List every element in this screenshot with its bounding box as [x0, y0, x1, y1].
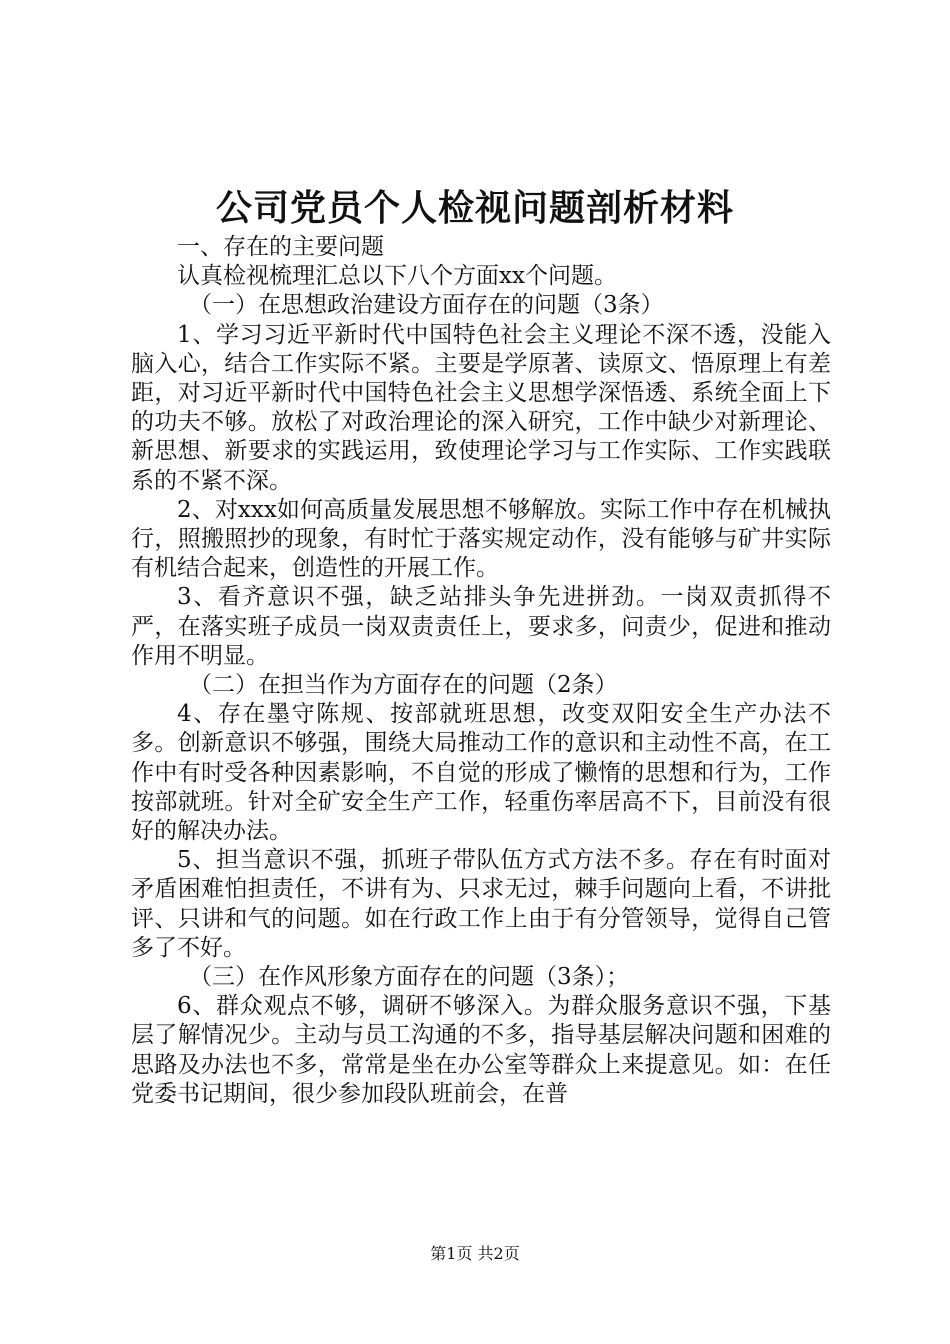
paragraph: 5、担当意识不强，抓班子带队伍方式方法不多。存在有时面对矛盾困难怕担责任，不讲有为、只求无过，棘手问题向上看，不讲批评、只讲和气的问题。如在行政工作上由于有分管领导，觉得自己管多了不好。: [131, 847, 831, 961]
paragraph: 4、存在墨守陈规、按部就班思想，改变双阳安全生产办法不多。创新意识不够强，围绕大局推动工作的意识和主动性不高，在工作中有时受各种因素影响，不自觉的形成了懒惰的思想和行为，工作按部就班。针对全矿安全生产工作，轻重伤率居高不下，目前没有很好的解决办法。: [131, 701, 831, 845]
subsection-heading: （三）在作风形象方面存在的问题（3条）；: [189, 964, 630, 991]
paragraph: 1、学习习近平新时代中国特色社会主义理论不深不透，没能入脑入心，结合工作实际不紧。主要是学原著、读原文、悟原理上有差距，对习近平新时代中国特色社会主义思想学深悟透、系统全面上下的功夫不够。放松了对政治理论的深入研究，工作中缺少对新理论、新思想、新要求的实践运用，致使理论学习与工作实际、工作实践联系的不紧不深。: [131, 321, 831, 494]
paragraph: 认真检视梳理汇总以下八个方面xx个问题。: [177, 263, 617, 290]
subsection-heading: （一）在思想政治建设方面存在的问题（3条）: [189, 292, 664, 319]
section-heading: 一、存在的主要问题: [177, 234, 384, 260]
paragraph: 3、看齐意识不强，缺乏站排头争先进拼劲。一岗双责抓得不严，在落实班子成员一岗双责责任上，要求多，问责少，促进和推动作用不明显。: [131, 584, 831, 669]
document-body: [131, 233, 831, 1109]
subsection-heading: （二）在担当作为方面存在的问题（2条）: [189, 672, 618, 699]
document-title: 公司党员个人检视问题剖析材料: [215, 187, 734, 229]
paragraph: 2、对xxx如何高质量发展思想不够解放。实际工作中存在机械执行，照搬照抄的现象，有时忙于落实规定动作，没有能够与矿井实际有机结合起来，创造性的开展工作。: [131, 496, 831, 582]
paragraph: 6、群众观点不够，调研不够深入。为群众服务意识不强，下基层了解情况少。主动与员工沟通的不多，指导基层解决问题和困难的思路及办法也不多，常常是坐在办公室等群众上来提意见。如：在任党委书记期间，很少参加段队班前会，在普: [131, 993, 831, 1107]
page-footer: 第1页 共2页: [430, 1244, 520, 1263]
